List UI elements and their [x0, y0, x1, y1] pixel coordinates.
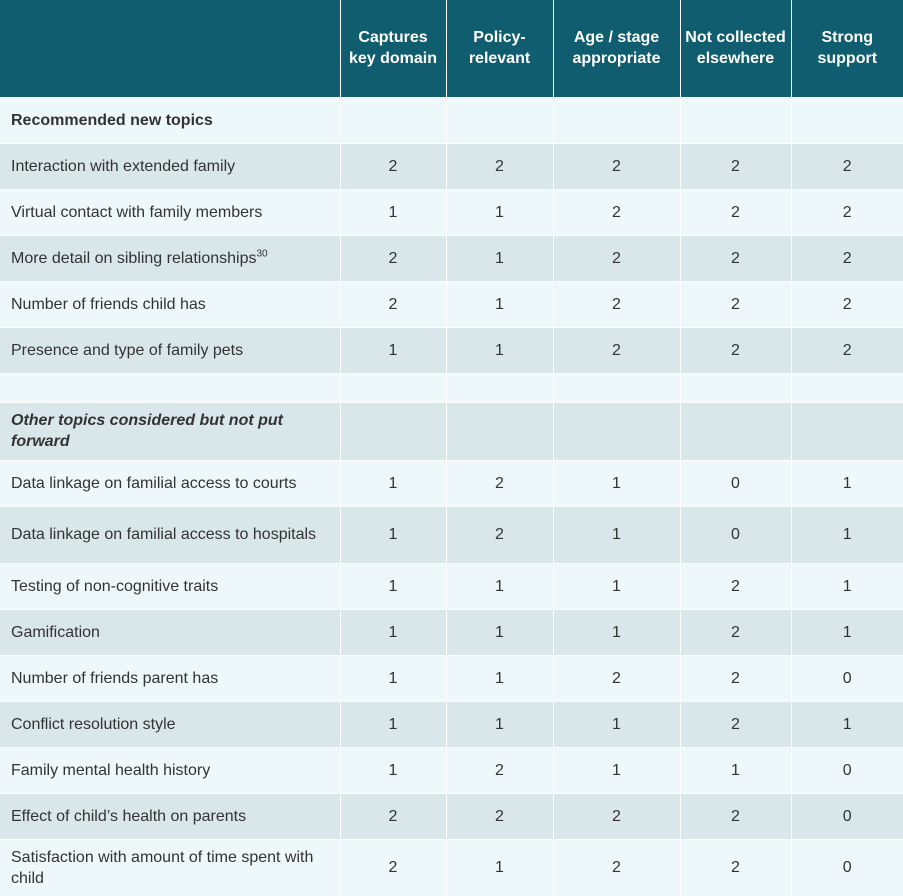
cell-value: 1 — [340, 460, 446, 506]
cell-value: 1 — [791, 506, 903, 563]
row-label: Number of friends parent has — [0, 655, 340, 701]
cell-value: 2 — [553, 143, 680, 189]
cell-value: 0 — [680, 506, 791, 563]
row-label: Effect of child’s health on parents — [0, 793, 340, 839]
cell-value: 2 — [680, 327, 791, 373]
cell-value: 1 — [340, 609, 446, 655]
cell-value: 2 — [446, 793, 553, 839]
table-row — [0, 609, 903, 655]
cell-value: 0 — [791, 839, 903, 896]
section-row-recommended — [0, 97, 903, 143]
cell-value: 2 — [791, 327, 903, 373]
cell-value: 1 — [553, 506, 680, 563]
cell-value: 1 — [553, 460, 680, 506]
row-label-text: More detail on sibling relationships — [11, 249, 257, 267]
table-row — [0, 327, 903, 373]
cell-value: 1 — [553, 701, 680, 747]
cell-value: 2 — [791, 189, 903, 235]
cell-value: 2 — [446, 143, 553, 189]
cell-value: 1 — [446, 327, 553, 373]
cell-value: 1 — [340, 327, 446, 373]
table-row — [0, 460, 903, 506]
cell-value: 2 — [791, 235, 903, 281]
table-row — [0, 839, 903, 896]
row-label: Gamification — [0, 609, 340, 655]
cell-value: 1 — [680, 747, 791, 793]
row-label — [0, 235, 340, 281]
cell-value: 2 — [553, 655, 680, 701]
cell-value: 2 — [446, 747, 553, 793]
table-row — [0, 281, 903, 327]
header-policy-relevant: Policy-relevant — [446, 0, 553, 97]
cell-value: 1 — [340, 189, 446, 235]
cell-value: 2 — [340, 143, 446, 189]
header-strong-support: Strong support — [791, 0, 903, 97]
cell-value: 2 — [791, 281, 903, 327]
cell-value: 2 — [340, 793, 446, 839]
row-label: Number of friends child has — [0, 281, 340, 327]
cell-value: 2 — [553, 281, 680, 327]
table-row — [0, 189, 903, 235]
cell-value: 2 — [553, 327, 680, 373]
table-row — [0, 143, 903, 189]
cell-value: 2 — [340, 281, 446, 327]
row-label: Family mental health history — [0, 747, 340, 793]
cell-value: 1 — [446, 189, 553, 235]
row-label: Virtual contact with family members — [0, 189, 340, 235]
cell-value: 2 — [680, 793, 791, 839]
table-row — [0, 747, 903, 793]
table-row — [0, 563, 903, 609]
cell-value: 1 — [340, 563, 446, 609]
cell-value: 1 — [446, 839, 553, 896]
row-label: Interaction with extended family — [0, 143, 340, 189]
header-captures-key-domain: Captures key domain — [340, 0, 446, 97]
table-row — [0, 235, 903, 281]
cell-value: 2 — [680, 189, 791, 235]
cell-value: 1 — [791, 460, 903, 506]
cell-value: 2 — [680, 563, 791, 609]
cell-value: 1 — [340, 747, 446, 793]
header-not-collected-elsewhere: Not collected elsewhere — [680, 0, 791, 97]
cell-value: 2 — [340, 839, 446, 896]
cell-value: 2 — [680, 701, 791, 747]
cell-value: 1 — [340, 506, 446, 563]
spacer-row — [0, 373, 903, 402]
cell-value: 1 — [446, 701, 553, 747]
cell-value: 2 — [553, 189, 680, 235]
cell-value: 2 — [680, 655, 791, 701]
header-topic — [0, 0, 340, 97]
cell-value: 2 — [791, 143, 903, 189]
cell-value: 2 — [680, 143, 791, 189]
cell-value: 2 — [340, 235, 446, 281]
table-row — [0, 793, 903, 839]
cell-value: 0 — [791, 793, 903, 839]
cell-value: 1 — [446, 563, 553, 609]
cell-value: 0 — [791, 655, 903, 701]
table-row — [0, 506, 903, 563]
cell-value: 0 — [791, 747, 903, 793]
cell-value: 2 — [553, 793, 680, 839]
cell-value: 1 — [446, 235, 553, 281]
footnote-marker: 30 — [256, 248, 268, 260]
cell-value: 2 — [680, 281, 791, 327]
section-row-other — [0, 402, 903, 460]
cell-value: 2 — [680, 235, 791, 281]
section-title: Other topics considered but not put forward — [0, 402, 340, 460]
cell-value: 0 — [680, 460, 791, 506]
cell-value: 1 — [340, 655, 446, 701]
row-label: Data linkage on familial access to courts — [0, 460, 340, 506]
cell-value: 1 — [553, 747, 680, 793]
cell-value: 2 — [446, 506, 553, 563]
cell-value: 2 — [446, 460, 553, 506]
header-row — [0, 0, 903, 97]
row-label: Presence and type of family pets — [0, 327, 340, 373]
cell-value: 1 — [446, 655, 553, 701]
cell-value: 2 — [680, 839, 791, 896]
cell-value: 2 — [680, 609, 791, 655]
cell-value: 2 — [553, 235, 680, 281]
cell-value: 1 — [446, 609, 553, 655]
row-label: Conflict resolution style — [0, 701, 340, 747]
cell-value: 1 — [340, 701, 446, 747]
header-age-stage-appropriate: Age / stage appropriate — [553, 0, 680, 97]
row-label: Testing of non-cognitive traits — [0, 563, 340, 609]
cell-value: 1 — [791, 563, 903, 609]
cell-value: 1 — [791, 701, 903, 747]
cell-value: 2 — [553, 839, 680, 896]
row-label: Data linkage on familial access to hospitals — [0, 506, 340, 563]
row-label: Satisfaction with amount of time spent with child — [0, 839, 340, 896]
cell-value: 1 — [791, 609, 903, 655]
table-row — [0, 655, 903, 701]
cell-value: 1 — [553, 563, 680, 609]
cell-value: 1 — [553, 609, 680, 655]
cell-value: 1 — [446, 281, 553, 327]
table-row — [0, 701, 903, 747]
section-title: Recommended new topics — [0, 97, 340, 143]
